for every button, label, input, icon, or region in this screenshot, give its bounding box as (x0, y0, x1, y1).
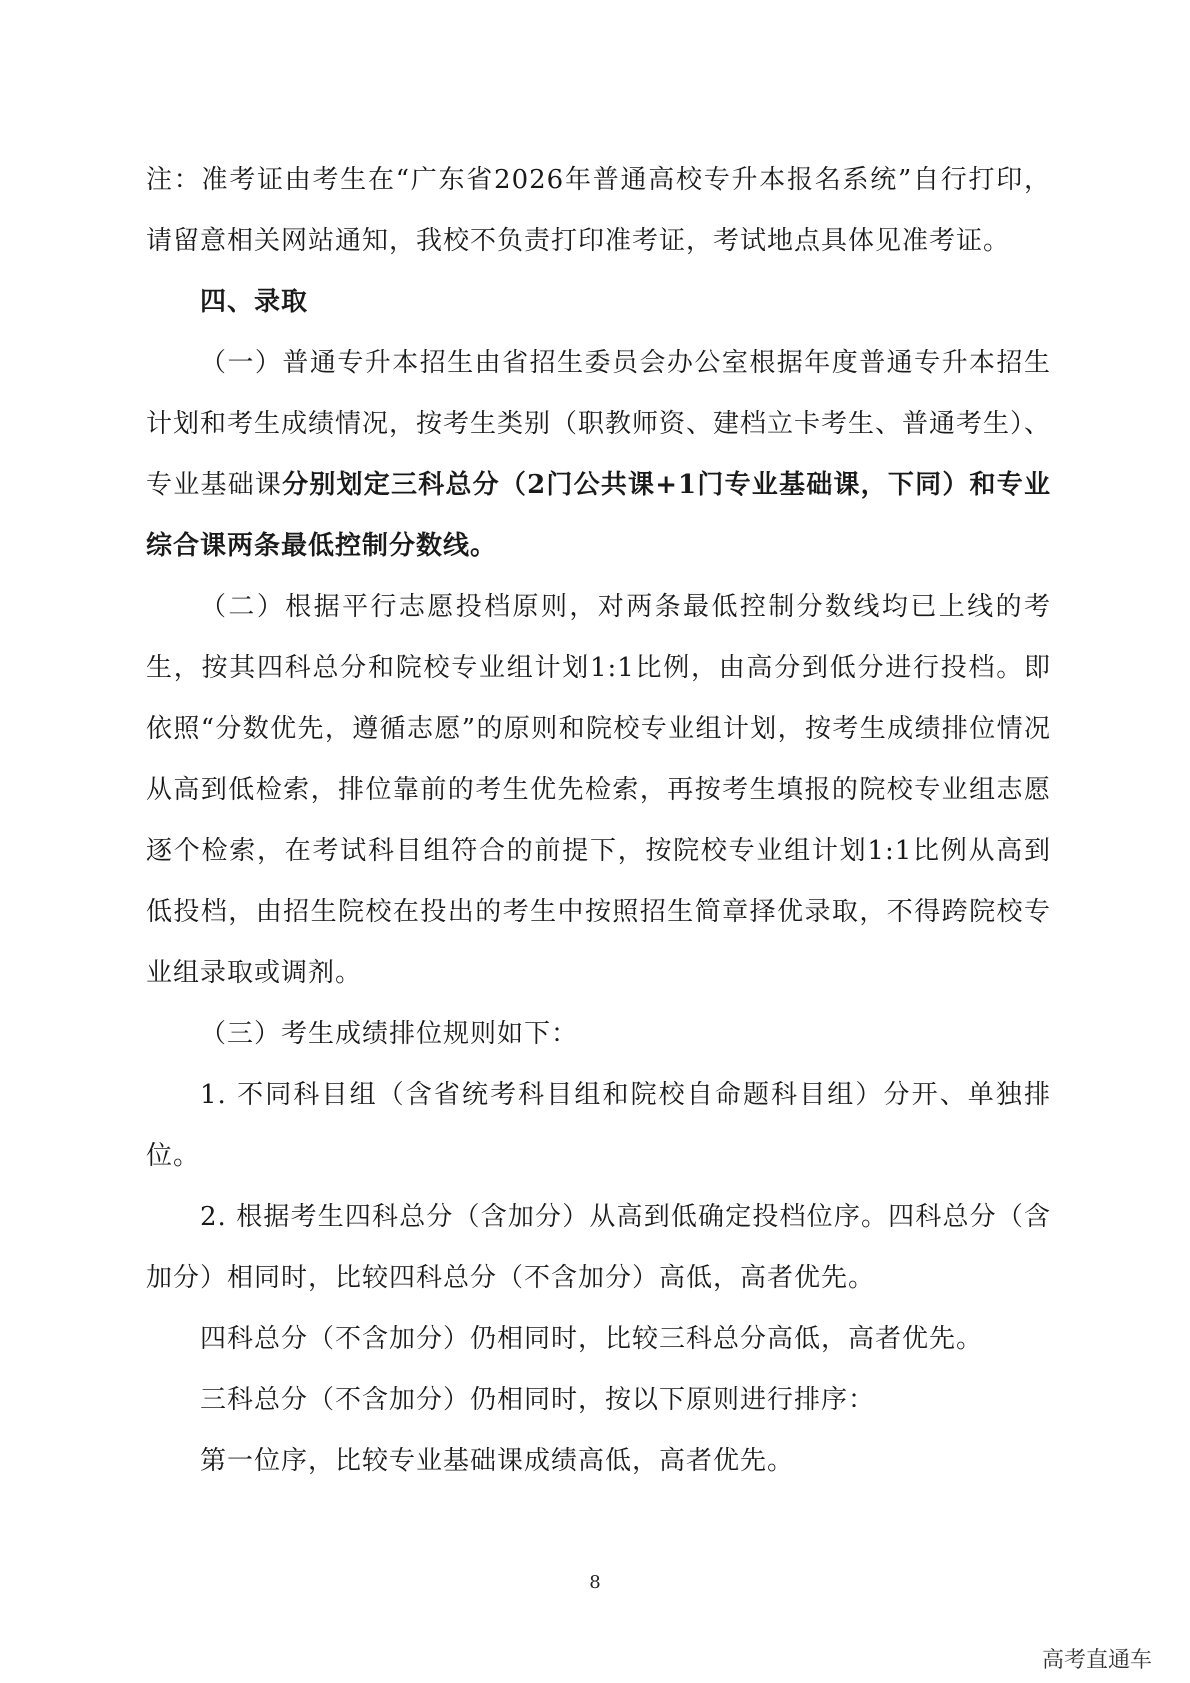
page-number: 8 (589, 1572, 601, 1593)
ranking-rule-2-first-order: 第一位序，比较专业基础课成绩高低，高者优先。 (200, 1446, 795, 1476)
admission-ticket-note: 注：准考证由考生在“广东省2026年普通高校专升本报名系统”自行打印，请留意相关网站通知，我校不负责打印准考证，考试地点具体见准考证。 (146, 165, 1051, 256)
section-heading-admission: 四、录取 (200, 287, 309, 317)
ranking-rule-1: 1. 不同科目组（含省统考科目组和院校自命题科目组）分开、单独排位。 (146, 1080, 1051, 1171)
bold-emphasis-text: 分别划定三科总分（2门公共课+1门专业基础课，下同）和专业综合课两条最低控制分数线。 (146, 470, 1051, 561)
document-body (146, 150, 1051, 1492)
ranking-rule-2-tiebreak-2: 三科总分（不含加分）仍相同时，按以下原则进行排序： (200, 1385, 876, 1415)
paragraph-parallel-volunteer: （二）根据平行志愿投档原则，对两条最低控制分数线均已上线的考生，按其四科总分和院校专业组计划1:1比例，由高分到低分进行投档。即依照“分数优先，遵循志愿”的原则和院校专业组计划，按考生成绩排位情况从高到低检索，排位靠前的考生优先检索，再按考生填报的院校专业组志愿逐个检索，在考试科目组符合的前提下，按院校专业组计划1:1比例从高到低投档，由招生院校在投出的考生中按照招生简章择优录取，不得跨院校专业组录取或调剂。 (146, 592, 1051, 988)
paragraph-text: （一）普通专升本招生由省招生委员会办公室根据年度普通专升本招生计划和考生成绩情况，按考生类别（职教师资、建档立卡考生、普通考生）、专业基础课 (146, 348, 1052, 500)
watermark-text: 高考直通车 (1041, 1648, 1152, 1673)
paragraph-control-score-lines (146, 333, 1051, 577)
ranking-rule-2: 2. 根据考生四科总分（含加分）从高到低确定投档位序。四科总分（含加分）相同时，比较四科总分（不含加分）高低，高者优先。 (146, 1202, 1051, 1293)
ranking-rule-2-tiebreak-1: 四科总分（不含加分）仍相同时，比较三科总分高低，高者优先。 (200, 1324, 984, 1354)
paragraph-ranking-rules-intro: （三）考生成绩排位规则如下： (200, 1019, 579, 1049)
